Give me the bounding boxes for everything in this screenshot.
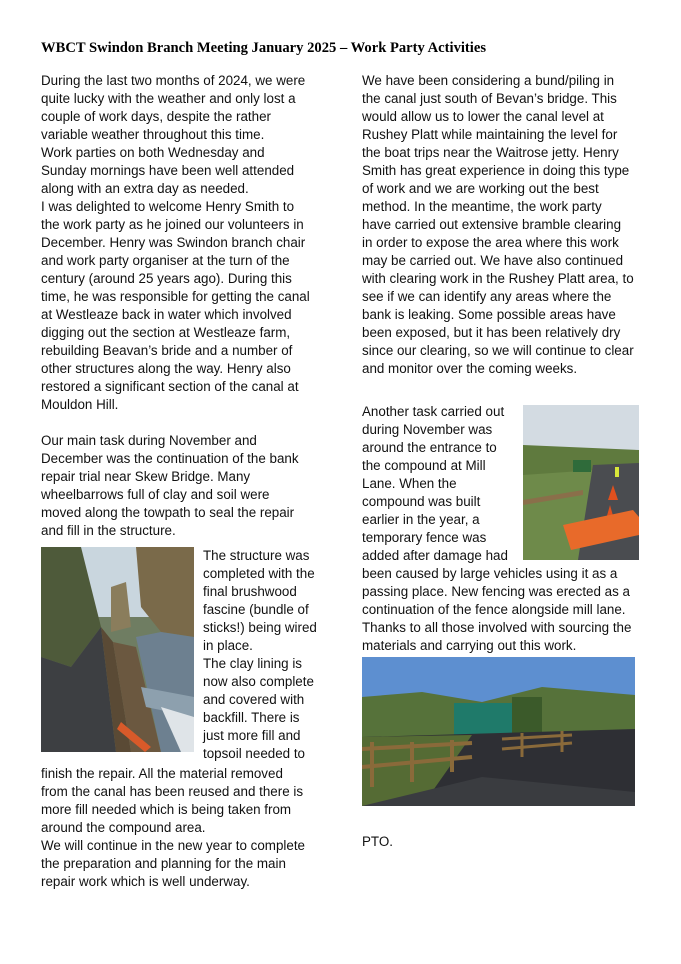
canal-bank-repair-photo (41, 547, 194, 752)
body-text-line: from the canal has been reused and there is (41, 784, 304, 799)
body-text-line: variable weather throughout this time. (41, 127, 265, 142)
body-text-line: rebuilding Beavan’s bride and a number of (41, 343, 293, 358)
body-text-line: sticks!) being wired (203, 620, 317, 635)
body-text-line: wheelbarrows full of clay and soil were (41, 487, 270, 502)
body-text-line: during November was (362, 422, 493, 437)
body-text-line: and work party organiser at the turn of the (41, 253, 290, 268)
body-text-line: the boat trips near the Waitrose jetty. Henry (362, 145, 619, 160)
body-text-line: of work and we are working out the best (362, 181, 599, 196)
right-column-top (362, 72, 652, 378)
body-text-line: around the compound area. (41, 820, 206, 835)
body-text-line: may be carried out. We have also continued (362, 253, 624, 268)
body-text-line: materials and carrying out this work. (362, 638, 577, 653)
body-text-line: December. Henry was Swindon branch chair (41, 235, 306, 250)
body-text-line: Smith has great experience in doing this type (362, 163, 630, 178)
body-text-line: earlier in the year, a (362, 512, 480, 527)
body-text-line: Our main task during November and (41, 433, 257, 448)
body-text-line: Work parties on both Wednesday and (41, 145, 265, 160)
body-text-line: been caused by large vehicles using it as a (362, 566, 618, 581)
body-text-line: with clearing work in the Rushey Platt area, to (362, 271, 634, 286)
body-text-line: finish the repair. All the material removed (41, 766, 283, 781)
right-column-closing (362, 833, 462, 851)
body-text-line: the compound at Mill (362, 458, 486, 473)
body-text-line: bank is leaking. Some possible areas have (362, 307, 616, 322)
body-text-line: since our clearing, so we will continue to clear (362, 343, 634, 358)
body-text-line: time, he was responsible for getting the canal (41, 289, 310, 304)
body-text-line: restored a significant section of the canal at (41, 379, 299, 394)
body-text-line: During the last two months of 2024, we were (41, 73, 306, 88)
body-text-line: completed with the (203, 566, 315, 581)
body-text-line: method. In the meantime, the work party (362, 199, 602, 214)
body-text-line: repair trial near Skew Bridge. Many (41, 469, 251, 484)
body-text-line: moved along the towpath to seal the repair (41, 505, 295, 520)
left-column-beside-photo (203, 547, 333, 763)
body-text-line: December was the continuation of the bank (41, 451, 299, 466)
body-text-line: just more fill and (203, 728, 301, 743)
body-text-line: other structures along the way. Henry also (41, 361, 291, 376)
body-text-line: The clay lining is (203, 656, 302, 671)
body-text-line: in place. (203, 638, 253, 653)
body-text-line: the canal just south of Bevan’s bridge. This (362, 91, 617, 106)
left-column-top (41, 72, 331, 540)
paragraph-gap (41, 414, 331, 432)
body-text-line: Thanks to all those involved with sourcing the (362, 620, 632, 635)
body-text-line: century (around 25 years ago). During this (41, 271, 292, 286)
body-text-line: quite lucky with the weather and only lost a (41, 91, 296, 106)
body-text-line: and fill in the structure. (41, 523, 176, 538)
body-text-line: now also complete (203, 674, 314, 689)
body-text-line: would allow us to lower the canal level at (362, 109, 604, 124)
body-text-line: digging out the section at Westleaze farm, (41, 325, 291, 340)
body-text-line: more fill needed which is being taken from (41, 802, 292, 817)
body-text-line: I was delighted to welcome Henry Smith to (41, 199, 295, 214)
body-text-line: passing place. New fencing was erected as a (362, 584, 630, 599)
body-text-line: compound was built (362, 494, 481, 509)
body-text-line: added after damage had (362, 548, 508, 563)
body-text-line: in order to expose the area where this work (362, 235, 619, 250)
body-text-line: continuation of the fence alongside mill lane. (362, 602, 626, 617)
body-text-line: Another task carried out (362, 404, 505, 419)
body-text-line: and covered with (203, 692, 305, 707)
body-text-line: Lane. When the (362, 476, 457, 491)
body-text-line: around the entrance to (362, 440, 497, 455)
body-text-line: We will continue in the new year to complete (41, 838, 305, 853)
body-text-line: the preparation and planning for the main (41, 856, 286, 871)
body-text-line: couple of work days, despite the rather (41, 109, 272, 124)
body-text-line: see if we can identify any areas where the (362, 289, 612, 304)
body-text-line: Mouldon Hill. (41, 397, 119, 412)
body-text-line: backfill. There is (203, 710, 300, 725)
body-text-line: been exposed, but it has been relatively dry (362, 325, 621, 340)
body-text-line: final brushwood (203, 584, 297, 599)
body-text-line: topsoil needed to (203, 746, 305, 761)
compound-photo (362, 657, 635, 806)
body-text-line: at Westleaze back in water which involved (41, 307, 292, 322)
page-title: WBCT Swindon Branch Meeting January 2025 – Work Party Activities (41, 40, 486, 56)
body-text-line: Rushey Platt while maintaining the level for (362, 127, 618, 142)
mill-lane-entrance-photo (523, 405, 639, 560)
right-column-beside-photo (362, 403, 522, 565)
body-text-line: The structure was (203, 548, 310, 563)
body-text-line: along with an extra day as needed. (41, 181, 249, 196)
closing-pto: PTO. (362, 834, 394, 849)
body-text-line: the work party as he joined our volunteers in (41, 217, 304, 232)
body-text-line: We have been considering a bund/piling in (362, 73, 615, 88)
right-column-below-photo (362, 565, 652, 655)
body-text-line: have carried out extensive bramble clearing (362, 217, 622, 232)
body-text-line: temporary fence was (362, 530, 487, 545)
body-text-line: repair work which is well underway. (41, 874, 250, 889)
body-text-line: fascine (bundle of (203, 602, 309, 617)
left-column-bottom (41, 765, 336, 891)
body-text-line: Sunday mornings have been well attended (41, 163, 295, 178)
body-text-line: and monitor over the coming weeks. (362, 361, 578, 376)
